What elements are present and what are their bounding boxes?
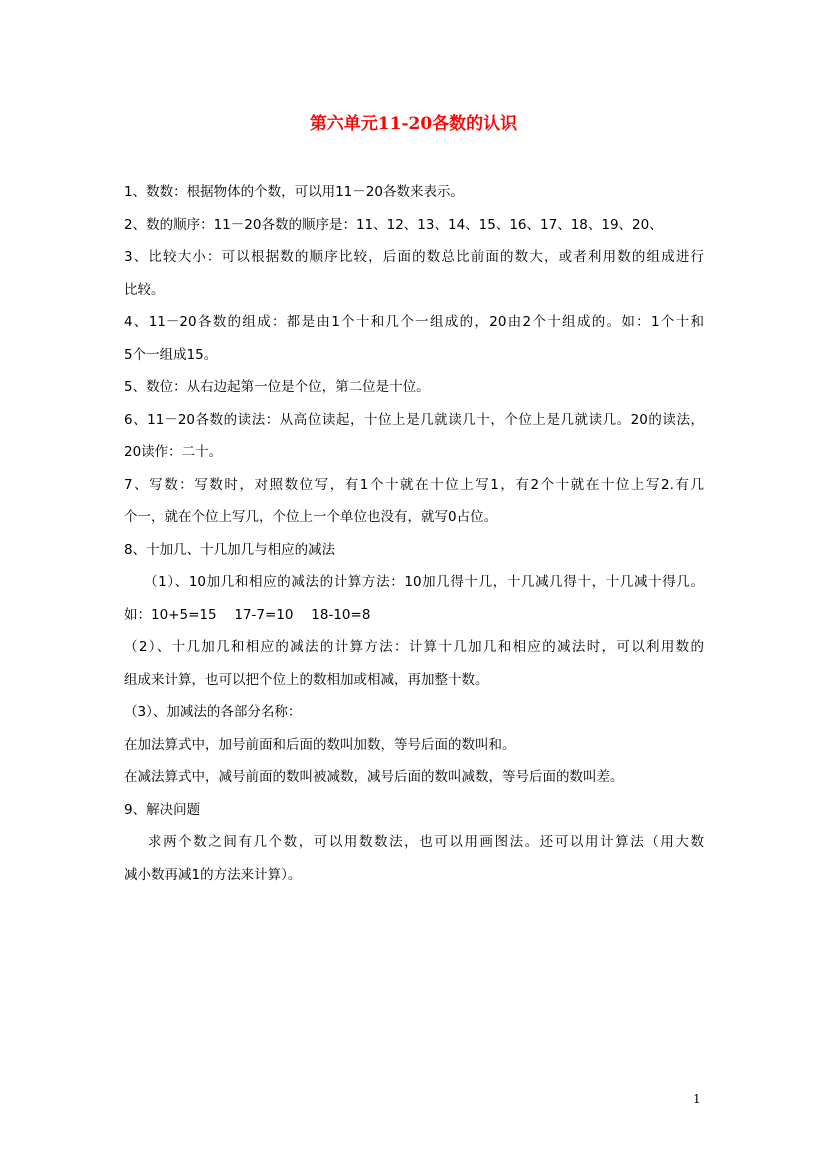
paragraph-line: 1、数数：根据物体的个数，可以用11－20各数来表示。 — [124, 184, 464, 200]
document-title: 第六单元11-20各数的认识 — [309, 114, 518, 134]
paragraph-line: 个一，就在个位上写几，个位上一个单位也没有，就写0占位。 — [124, 509, 498, 525]
paragraph-line: 减小数再减1的方法来计算）。 — [124, 866, 302, 883]
paragraph-line: （2）、十几加几和相应的减法的计算方法：计算十几加几和相应的减法时，可以利用数的 — [124, 639, 704, 655]
example-line: 如：10+5=15 17-7=10 18-10=8 — [124, 606, 371, 623]
paragraph-line: 4、11－20各数的组成：都是由1个十和几个一组成的，20由2个十组成的。如：1个十和 — [124, 314, 704, 330]
paragraph-line: 20读作：二十。 — [124, 444, 223, 460]
paragraph-line: （1）、10加几和相应的减法的计算方法：10加几得十几，十几减几得十，十几减十得几。 — [144, 574, 704, 590]
paragraph-line: （3）、加减法的各部分名称： — [124, 704, 302, 720]
paragraph-line: 在加法算式中，加号前面和后面的数叫加数，等号后面的数叫和。 — [124, 736, 516, 753]
paragraph-line: 2、数的顺序：11－20各数的顺序是：11、12、13、14、15、16、17、18、19、20、 — [124, 216, 663, 233]
document-body — [124, 176, 704, 891]
paragraph-line: 6、11－20各数的读法：从高位读起，十位上是几就读几十，个位上是几就读几。20的读法， — [124, 411, 704, 428]
section-heading: 9、解决问题 — [124, 801, 201, 818]
paragraph-line: 在减法算式中，减号前面的数叫被减数，减号后面的数叫减数，等号后面的数叫差。 — [124, 769, 624, 785]
paragraph-line: 比较。 — [124, 281, 165, 298]
paragraph-line: 5、数位：从右边起第一位是个位，第二位是十位。 — [124, 379, 430, 395]
paragraph-line: 5个一组成15。 — [124, 346, 218, 363]
page-number: 1 — [693, 1092, 701, 1106]
paragraph-line: 3、比较大小：可以根据数的顺序比较，后面的数总比前面的数大，或者利用数的组成进行 — [124, 249, 704, 265]
section-heading: 8、十加几、十几加几与相应的减法 — [124, 541, 336, 558]
paragraph-line: 组成来计算，也可以把个位上的数相加或相减，再加整十数。 — [124, 671, 489, 688]
paragraph-line: 求两个数之间有几个数，可以用数数法，也可以用画图法。还可以用计算法（用大数 — [148, 834, 704, 850]
paragraph-line: 7、写数：写数时，对照数位写，有1个十就在十位上写1，有2个十就在十位上写2.有几 — [124, 476, 704, 493]
